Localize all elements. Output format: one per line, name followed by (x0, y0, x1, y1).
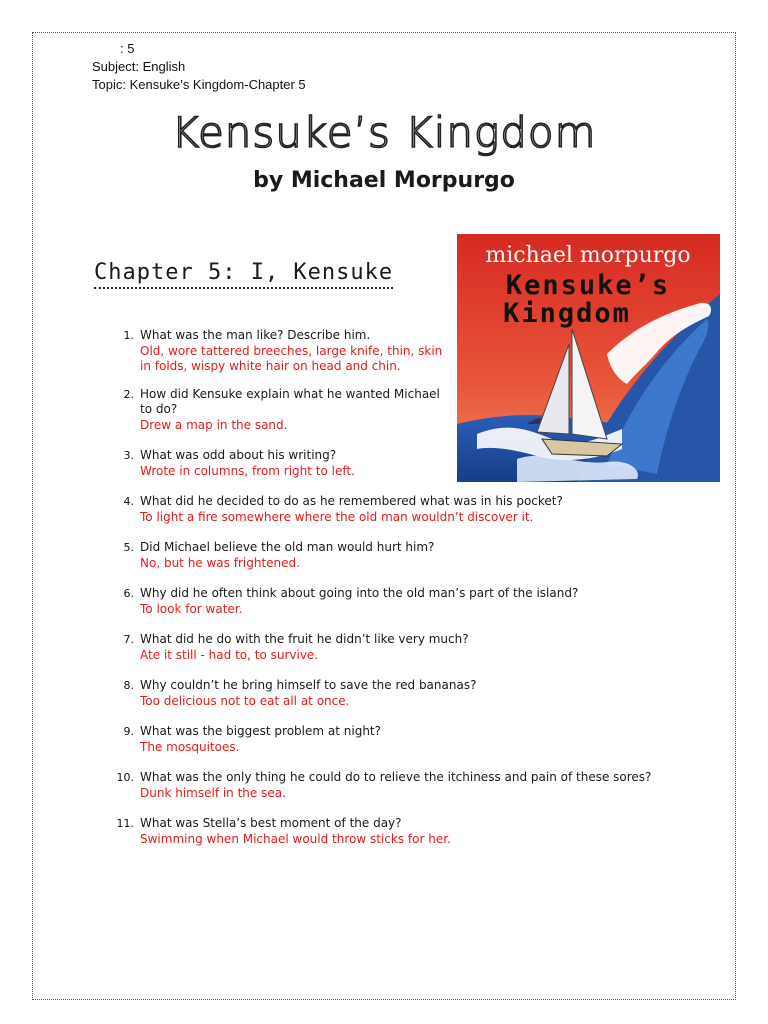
answer-text: Drew a map in the sand. (140, 417, 288, 432)
question-number: 5. (123, 541, 134, 554)
question-text: How did Kensuke explain what he wanted Michael to do? (140, 386, 440, 416)
question-number: 4. (123, 495, 134, 508)
list-item (110, 448, 445, 479)
question-text: What did he do with the fruit he didn’t like very much? (140, 632, 469, 646)
question-text: What was the man like? Describe him. (140, 328, 371, 342)
answer-text: Dunk himself in the sea. (140, 785, 286, 800)
list-item (110, 328, 445, 375)
list-item (110, 770, 685, 801)
topic-line: Topic: Kensuke’s Kingdom-Chapter 5 (92, 77, 306, 92)
answer-text: To light a fire somewhere where the old man wouldn’t discover it. (140, 509, 534, 524)
list-item (110, 678, 670, 709)
list-item (110, 387, 445, 434)
question-number: 11. (116, 817, 134, 830)
question-text: What did he decided to do as he remembered what was in his pocket? (140, 494, 563, 508)
cover-title-line1: Kensuke’s (505, 270, 671, 301)
chapter-heading: Chapter 5: I, Kensuke (94, 260, 393, 289)
list-item (110, 586, 670, 617)
answer-text: Ate it still - had to, to survive. (140, 647, 319, 662)
list-item (110, 816, 670, 847)
answer-text: No, but he was frightened. (140, 555, 300, 570)
question-text: Did Michael believe the old man would hurt him? (140, 540, 435, 554)
question-number: 3. (123, 449, 134, 462)
list-item (110, 494, 670, 525)
question-list (110, 328, 670, 847)
answer-text: The mosquitoes. (140, 739, 240, 754)
question-text: Why couldn’t he bring himself to save the red bananas? (140, 678, 477, 692)
answer-text: Swimming when Michael would throw sticks for her. (140, 831, 451, 846)
list-item (110, 632, 670, 663)
grade-line: : 5 (120, 41, 135, 56)
list-item (110, 724, 670, 755)
worksheet-title: Kensuke’s Kingdom (171, 108, 597, 157)
question-number: 6. (123, 587, 134, 600)
answer-text: To look for water. (140, 601, 243, 616)
question-number: 10. (116, 771, 134, 784)
list-item (110, 540, 670, 571)
question-number: 2. (123, 387, 134, 401)
cover-title-line2: Kingdom (503, 298, 631, 329)
question-number: 7. (123, 633, 134, 646)
question-number: 1. (123, 329, 134, 342)
question-text: Why did he often think about going into the old man’s part of the island? (140, 586, 579, 600)
question-number: 8. (123, 679, 134, 692)
worksheet-subtitle: by Michael Morpurgo (253, 168, 515, 193)
answer-text: Too delicious not to eat all at once. (140, 693, 350, 708)
answer-text: Old, wore tattered breeches, large knife, thin, skin in folds, wispy white hair on head and chin. (140, 343, 443, 373)
subject-line: Subject: English (92, 59, 186, 74)
question-text: What was the only thing he could do to relieve the itchiness and pain of these sores? (140, 770, 652, 784)
question-text: What was odd about his writing? (140, 448, 337, 462)
question-text: What was Stella’s best moment of the day? (140, 816, 402, 830)
cover-author-text: michael morpurgo (485, 243, 691, 268)
header-meta (92, 40, 306, 94)
question-number: 9. (123, 725, 134, 738)
answer-text: Wrote in columns, from right to left. (140, 463, 355, 478)
question-text: What was the biggest problem at night? (140, 724, 382, 738)
